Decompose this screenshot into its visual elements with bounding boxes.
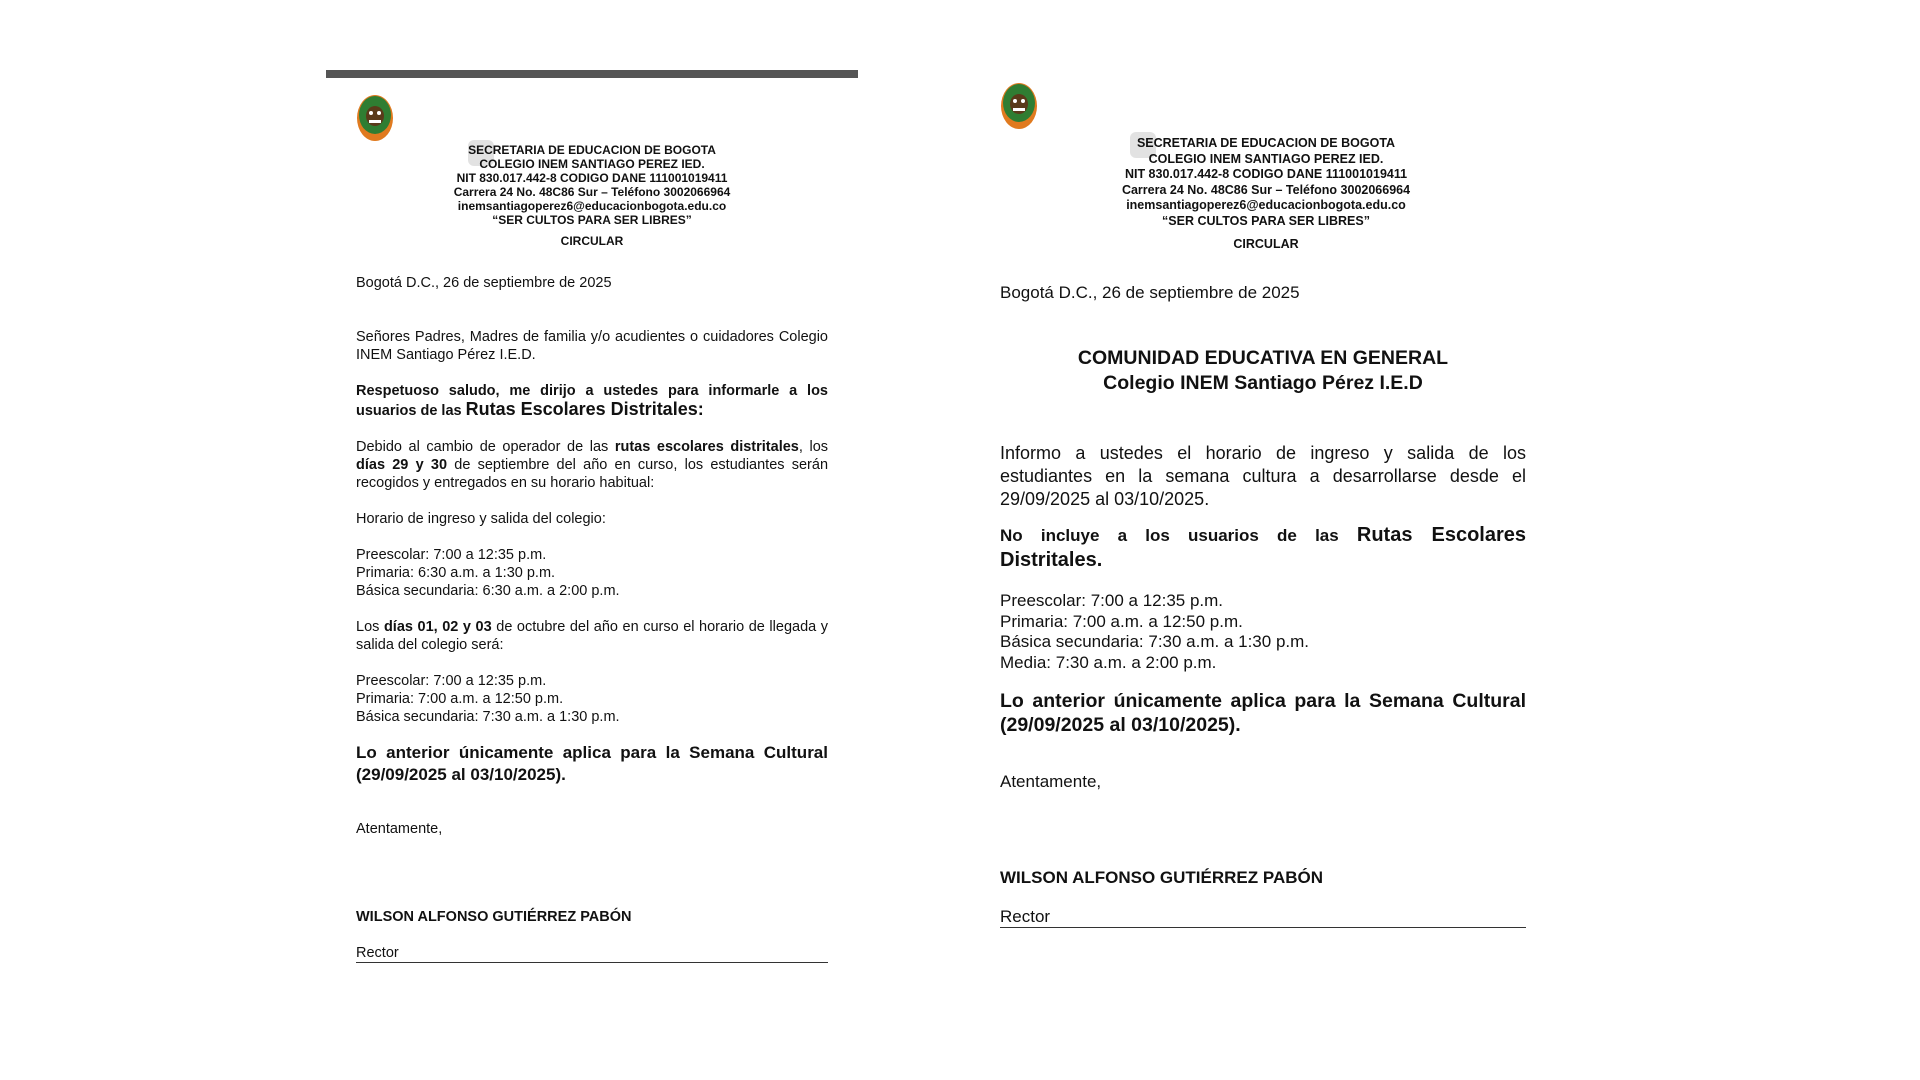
title-line: Colegio INEM Santiago Pérez I.E.D [1103,372,1423,394]
schedule-item: Básica secundaria: 7:30 a.m. a 1:30 p.m. [356,709,620,725]
text-emphasis: Rutas Escolares Distritales. [1000,524,1526,571]
text-bold: días 29 y 30 [356,457,448,473]
text: Debido al cambio de operador de las [356,439,609,455]
letterhead-line: NIT 830.017.442-8 CODIGO DANE 111001019411 [1124,167,1408,181]
letterhead [426,143,758,248]
schedule-item: Primaria: 7:00 a.m. a 12:50 p.m. [1000,611,1243,631]
doc-type: CIRCULAR [560,234,624,248]
signer-name: WILSON ALFONSO GUTIÉRREZ PABÓN [356,909,632,925]
letterhead-line: COLEGIO INEM SANTIAGO PEREZ IED. [1148,151,1384,166]
letterhead-line: “SER CULTOS PARA SER LIBRES” [1162,213,1370,228]
letterhead-line: Carrera 24 No. 48C86 Sur – Teléfono 3002066964 [1121,182,1411,197]
letterhead-line: inemsantiagoperez6@educacionbogota.edu.co [1126,198,1406,212]
schedule-item: Primaria: 6:30 a.m. a 1:30 p.m. [356,565,556,581]
note: Lo anterior únicamente aplica para la Semana Cultural (29/09/2025 al 03/10/2025). [356,743,828,784]
letterhead [1094,136,1438,253]
schedule-item: Básica secundaria: 7:30 a.m. a 1:30 p.m. [1000,632,1310,651]
schedule-item: Preescolar: 7:00 a 12:35 p.m. [356,547,547,563]
closing: Atentamente, [1000,772,1102,791]
text: de septiembre del año en curso, los estudiantes serán recogidos y entregados en su horario habitual: [356,457,829,491]
schedule-item: Preescolar: 7:00 a 12:35 p.m. [1000,591,1224,610]
paragraph-2 [356,618,828,654]
letterhead-line: COLEGIO INEM SANTIAGO PEREZ IED. [479,157,705,171]
letterhead-line: SECRETARIA DE EDUCACION DE BOGOTA [1136,136,1396,150]
letterhead-line: inemsantiagoperez6@educacionbogota.edu.co [457,199,727,213]
schedule-item: Media: 7:30 a.m. a 2:00 p.m. [1000,652,1217,672]
addressee-title [1000,346,1526,396]
circular-right [1000,282,1526,928]
text: No incluye a los usuarios de las [1000,526,1339,545]
doc-type: CIRCULAR [1233,237,1299,251]
note: Lo anterior únicamente aplica para la Semana Cultural (29/09/2025 al 03/10/2025). [1000,690,1526,736]
recipients: Señores Padres, Madres de familia y/o acudientes o cuidadores Colegio INEM Santiago Pérez I.E.D. [356,329,828,363]
text: , los [798,439,829,455]
paragraph-1 [356,438,828,492]
title-line: COMUNIDAD EDUCATIVA EN GENERAL [1077,347,1449,369]
letterhead-line: SECRETARIA DE EDUCACION DE BOGOTA [468,143,716,157]
text-bold: días 01, 02 y 03 [383,619,492,635]
page-top-rule [326,70,858,78]
greeting [356,382,828,420]
schedule-item: Primaria: 7:00 a.m. a 12:50 p.m. [356,691,564,707]
intro: Informo a ustedes el horario de ingreso y salida de los estudiantes en la semana cultura a desarrollarse desde el 29/09/2025 al 03/10/2025. [1000,443,1526,509]
schedule-item: Preescolar: 7:00 a 12:35 p.m. [356,673,547,689]
schedule-list-2 [356,672,828,726]
greeting-emphasis: Rutas Escolares Distritales: [465,399,704,419]
greeting-text: Respetuoso saludo, me dirijo a ustedes para informarle a los usuarios de las [356,383,828,419]
signer-role: Rector [1000,907,1526,928]
text: Los [356,619,380,635]
text: de octubre del año en curso el horario de llegada y salida del colegio será: [356,619,829,653]
date: Bogotá D.C., 26 de septiembre de 2025 [1000,283,1300,302]
schedule-list-1 [356,546,828,600]
signer-role: Rector [356,944,828,963]
closing: Atentamente, [356,821,443,837]
text-bold: rutas escolares distritales [614,439,799,455]
signer-name: WILSON ALFONSO GUTIÉRREZ PABÓN [1000,868,1323,887]
letterhead-line: Carrera 24 No. 48C86 Sur – Teléfono 3002066964 [453,185,731,199]
date: Bogotá D.C., 26 de septiembre de 2025 [356,275,612,291]
school-crest-logo [356,94,394,142]
letterhead-line: NIT 830.017.442-8 CODIGO DANE 111001019411 [456,171,728,185]
schedule-intro: Horario de ingreso y salida del colegio: [356,511,606,527]
exclusion-note [1000,523,1526,573]
schedule-item: Básica secundaria: 6:30 a.m. a 2:00 p.m. [356,583,620,599]
school-crest-logo [1000,82,1038,130]
letterhead-line: “SER CULTOS PARA SER LIBRES” [492,213,692,227]
circular-left [356,274,828,963]
schedule-list [1000,591,1526,673]
